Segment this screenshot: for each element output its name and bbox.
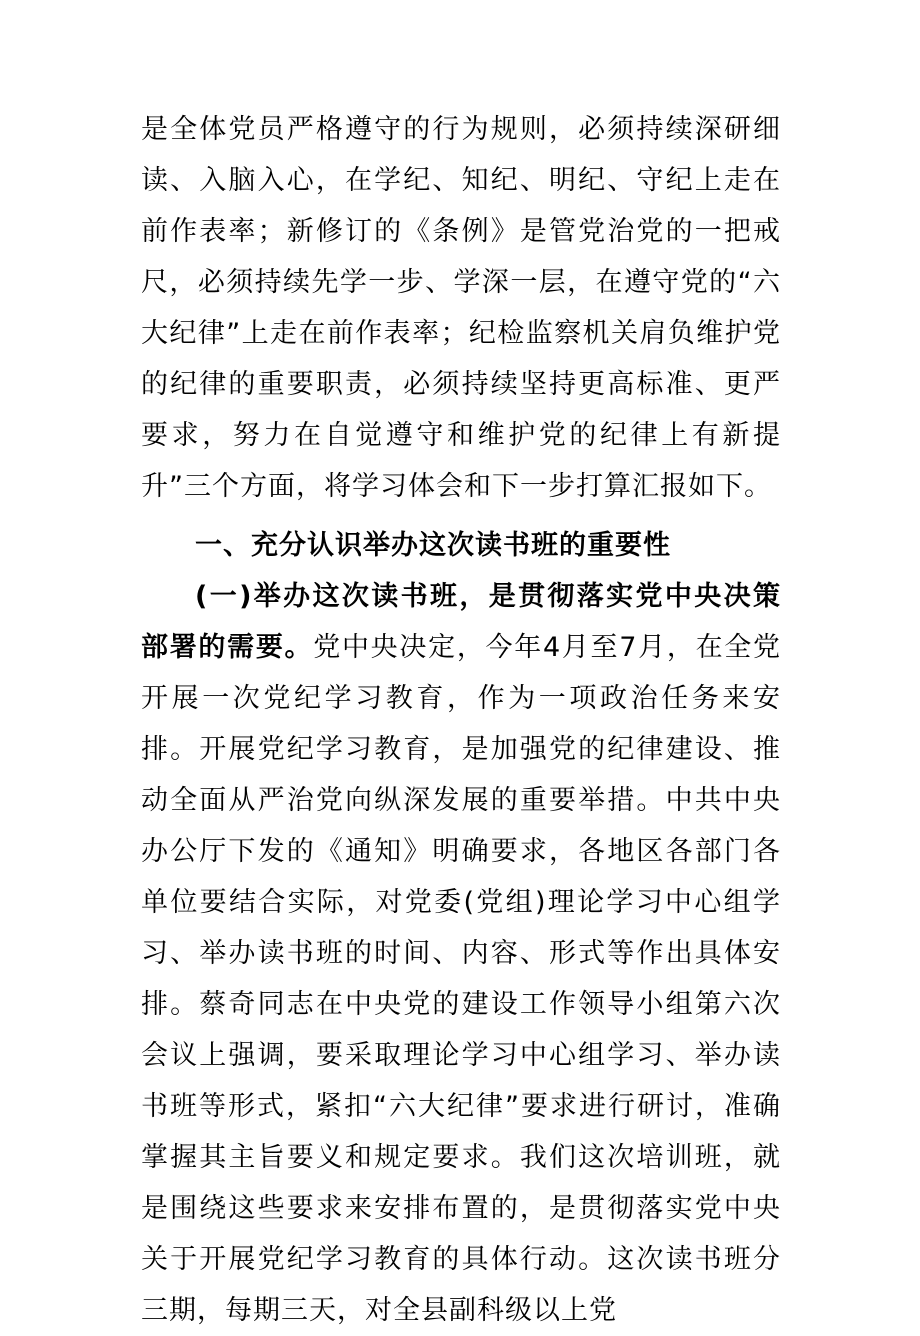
subsection-paragraph [141,571,781,1336]
document-body [141,104,781,1336]
intro-paragraph: 是全体党员严格遵守的行为规则，必须持续深研细读、入脑入心，在学纪、知纪、明纪、守纪上走在前作表率；新修订的《条例》是管党治党的一把戒尺，必须持续先学一步、学深一层，在遵守党的“六大纪律”上走在前作表率；纪检监察机关肩负维护党的纪律的重要职责，必须持续坚持更高标准、更严要求，努力在自觉遵守和维护党的纪律上有新提升”三个方面，将学习体会和下一步打算汇报如下。 [141,114,781,502]
section-heading: 一、充分认识举办这次读书班的重要性 [195,530,671,561]
subsection-lead: (一)举办这次读书班，是贯彻落实党中央决策部署的需要。 [141,581,781,663]
subsection-body: 党中央决定，今年4月至7月，在全党开展一次党纪学习教育，作为一项政治任务来安排。开展党纪学习教育，是加强党的纪律建设、推动全面从严治党向纵深发展的重要举措。中共中央办公厅下发的《通知》明确要求，各地区各部门各单位要结合实际，对党委(党组)理论学习中心组学习、举办读书班的时间、内容、形式等作出具体安排。蔡奇同志在中央党的建设工作领导小组第六次会议上强调，要采取理论学习中心组学习、举办读书班等形式，紧扣“六大纪律”要求进行研讨，准确掌握其主旨要义和规定要求。我们这次培训班，就是围绕这些要求来安排布置的，是贯彻落实党中央关于开展党纪学习教育的具体行动。这次读书班分三期，每期三天，对全县副科级以上党 [141,632,781,1326]
